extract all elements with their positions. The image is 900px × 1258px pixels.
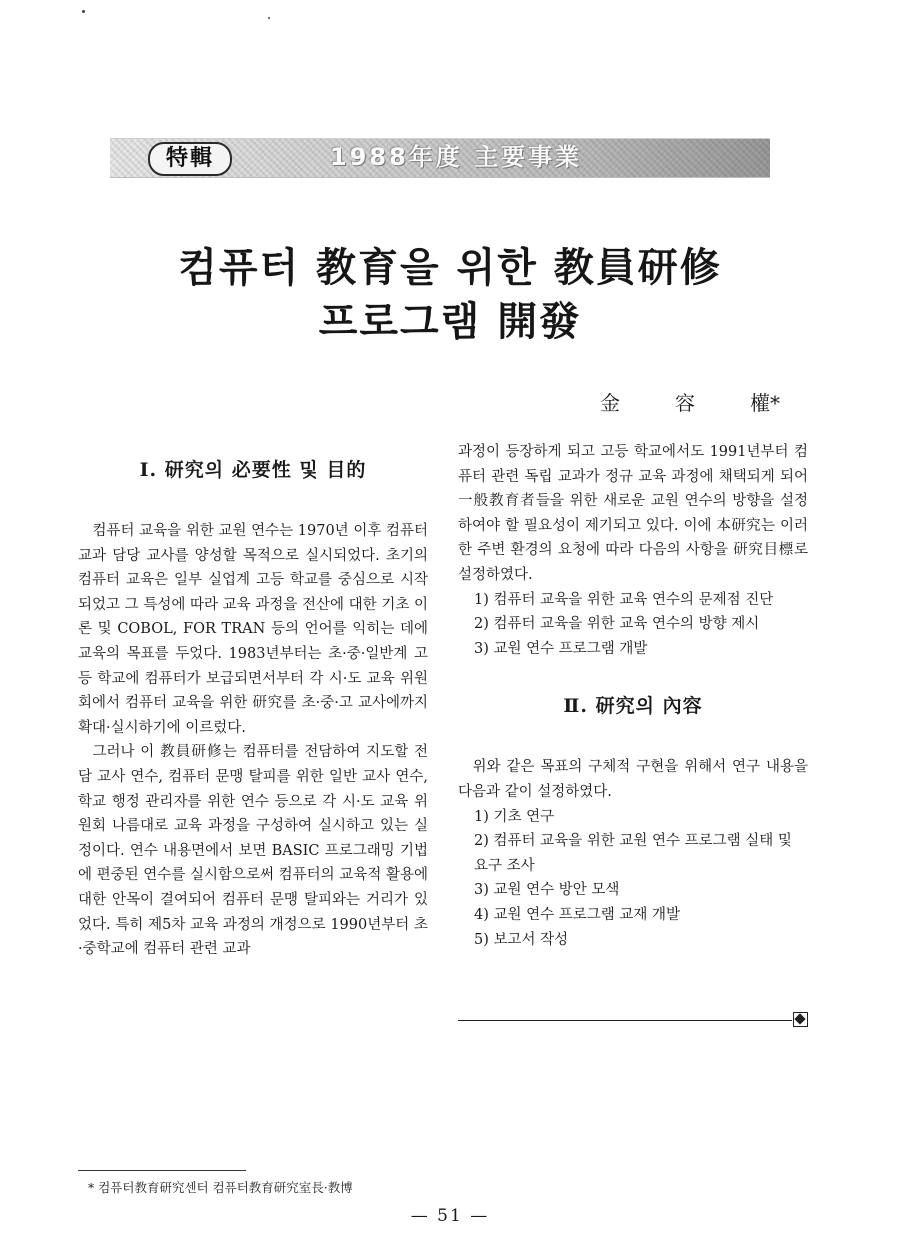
- page-number: — 51 —: [410, 1206, 490, 1226]
- article-end-rule: [458, 1020, 792, 1021]
- article-title-line2: 프로그램 開發: [318, 298, 582, 345]
- scan-speck: [82, 10, 85, 13]
- list-item: 3) 교원 연수 프로그램 개발: [474, 640, 648, 657]
- list-item: 2) 컴퓨터 교육을 위한 교원 연수 프로그램 실태 및 요구 조사: [474, 833, 792, 874]
- author-char-1: 金: [600, 391, 620, 415]
- body-paragraph: 그러나 이 教員研修는 컴퓨터를 전담하여 지도할 전담 교사 연수, 컴퓨터 문맹 탈피를 위한 일반 교사 연수, 학교 행정 관리자를 위한 연수 등으로 각 시·도 교육 위원회 나름대로 교육 과정을 구성하여 실시하고 있는 실정이다. 연수 내용면에서 보면 BASIC 프로그래밍 기법에 편중된 연수를 실시함으로써 컴퓨터의 교육적 활용에 대한 안목이 결여되어 컴퓨터 문맹 탈피와는 거리가 있었다. 특히 제5차 교육 과정의 개정으로 1990년부터 초·중학교에 컴퓨터 관련 교과: [78, 744, 428, 958]
- list-item: 2) 컴퓨터 교육을 위한 교육 연수의 방향 제시: [474, 616, 760, 633]
- special-feature-banner: [110, 138, 770, 178]
- section-heading-2: Ⅱ. 研究의 內容: [563, 695, 703, 718]
- author-name: [600, 387, 780, 416]
- body-paragraph: 과정이 등장하게 되고 고등 학교에서도 1991년부터 컴퓨터 관련 독립 교과가 정규 교육 과정에 채택되게 되어 一般教育者들을 위한 새로운 교원 연수의 방향을 설정하여야 할 필요성이 제기되고 있다. 이에 本研究는 이러한 주변 환경의 요청에 따라 다음의 사항을 研究目標로 설정하였다.: [458, 444, 808, 583]
- footnote-divider: [78, 1170, 246, 1171]
- list-item: 4) 교원 연수 프로그램 교재 개발: [474, 906, 681, 923]
- right-column: [458, 440, 808, 952]
- body-paragraph: 위와 같은 목표의 구체적 구현을 위해서 연구 내용을 다음과 같이 설정하였다.: [458, 759, 808, 800]
- section-heading-1: Ⅰ. 研究의 必要性 및 目的: [139, 459, 367, 481]
- banner-title: 1988年度 主要事業: [330, 143, 583, 171]
- scan-speck: [268, 17, 270, 19]
- footnote: * 컴퓨터教育研究센터 컴퓨터教育研究室長·教博: [88, 1180, 353, 1195]
- left-column: [78, 455, 428, 962]
- list-item: 3) 교원 연수 방안 모색: [474, 882, 620, 899]
- list-item: 1) 컴퓨터 교육을 위한 교육 연수의 문제점 진단: [474, 591, 774, 608]
- body-paragraph: 컴퓨터 교육을 위한 교원 연수는 1970년 이후 컴퓨터 교과 담당 교사를 양성할 목적으로 실시되었다. 초기의 컴퓨터 교육은 일부 실업계 고등 학교를 중심으로 시작되었고 그 특성에 따라 교육 과정을 전산에 대한 기초 이론 및 COBOL, FOR TRAN 등의 언어를 익히는 데에 교육의 목표를 두었다. 1983년부터는 초·중·일반계 고등 학교에 컴퓨터가 보급되면서부터 각 시·도 교육 위원회에서 컴퓨터 교육을 위한 研究를 초·중·고 교사에까지 확대·실시하기에 이르렀다.: [78, 523, 428, 736]
- list-item: 5) 보고서 작성: [474, 931, 569, 948]
- article-title-line1: 컴퓨터 教育을 위한 教員研修: [178, 244, 722, 291]
- author-char-2: 容: [675, 391, 695, 415]
- author-char-3: 權*: [750, 391, 780, 415]
- list-item: 1) 기초 연구: [474, 808, 555, 825]
- banner-tag: 特輯: [148, 142, 232, 176]
- end-diamond-icon: [793, 1012, 808, 1027]
